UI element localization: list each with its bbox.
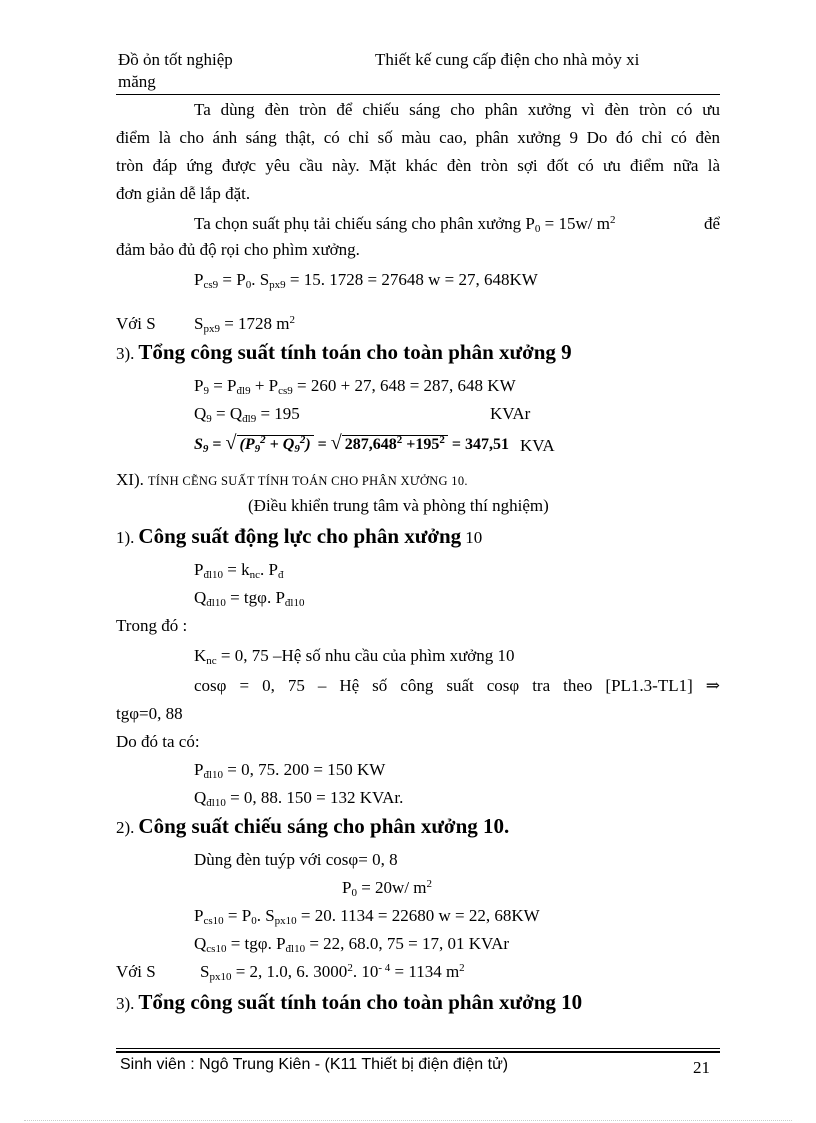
voi-s10: Với S [116, 962, 156, 981]
eq-pdl10: $P_{đl10} = k_{nc}$. $P_đ$ [194, 560, 284, 581]
voi-s9: Với S [116, 314, 156, 333]
eq-s9-unit: KVA [520, 436, 555, 455]
eq-p9: $P_9 = P_{đl9} + P_{cs9} = 260 + 27$, 648 = 287, 648 KW [194, 376, 516, 397]
eq-qdl10-val: $Q_{đl10} = 0$, 88. 150 = 132 KVAr. [194, 788, 404, 809]
tg-line: tgφ=0, 88 [116, 704, 183, 723]
dung-den: Dùng đèn tuýp với cosφ= 0, 8 [194, 850, 398, 869]
voi-s10-value: $S_{px10} = 2$, 1.0, 6. 3000$^2$. $10^{- 4} = 1134$ $m^2$ [200, 962, 465, 983]
footer-rule-1 [116, 1048, 720, 1049]
trong-do: Trong đó : [116, 616, 188, 635]
eq-qcs10: $Q_{cs10} = tg\varphi$. $P_{đl10} = 22$, 68.0, 75 = 17, 01 KVAr [194, 934, 510, 955]
header-left-wrap: măng [118, 72, 156, 91]
page-bottom-dotted [24, 1120, 792, 1121]
para1-line2: điểm là cho ánh sáng thật, có chỉ số màu cao, phân xưởng 9 Do đó chỉ có đèn [116, 128, 720, 147]
eq-s9: $S_9$ = √ $(P_9^2 + Q_9^2)$ = √ $287,648^2 +195^2 = 347,51$ [194, 432, 509, 455]
header-rule [116, 94, 720, 95]
knc-line: $K_{nc} = 0$, 75 –Hệ số nhu cầu của phìm xưởng 10 [194, 646, 515, 667]
header-left: Đồ ỏn tốt nghiệp [118, 50, 233, 69]
section-1-pxs10: 1). Công suất động lực cho phân xưởng 10 [116, 524, 483, 548]
section-xi-subtitle: (Điều khiển trung tâm và phòng thí nghiệm) [248, 496, 549, 515]
footer-rule-2 [116, 1051, 720, 1053]
eq-pdl10-val: $P_{đl10} = 0$, 75. 200 = 150 KW [194, 760, 386, 781]
page-number: 21 [693, 1058, 710, 1077]
p0-line: $P_0 = 20w/$ $m^2$ [342, 878, 433, 899]
para1-line4: đơn giản dễ lắp đặt. [116, 184, 251, 203]
para2-line2: đảm bảo đủ độ rọi cho phìm xưởng. [116, 240, 360, 259]
eq-q9: $Q_9 = Q_{đl9} = 195$ [194, 404, 300, 425]
eq-pcs9: $P_{cs9} = P_0$. $S_{px9} = 15$. 1728 = 27648 w = 27, 648KW [194, 270, 538, 291]
voi-s9-value: $S_{px9} = 1728$ $m^2$ [194, 314, 296, 335]
eq-pcs10: $P_{cs10} = P_0$. $S_{px10} = 20$. 1134 = 22680 w = 22, 68KW [194, 906, 540, 927]
header-right: Thiết kế cung cấp điện cho nhà mỏy xi [375, 50, 640, 69]
eq-q9-unit: KVAr [490, 404, 531, 423]
section-xi: XI). TÍNH CẼNG SUẤT TÍNH TOÁN CHO PHÂN XƯỞNG 10. [116, 470, 468, 489]
cos-line: cosφ = 0, 75 – Hệ số công suất cosφ tra theo [PL1.3-TL1] ⇒ [194, 676, 720, 695]
para2-line1: Ta chọn suất phụ tải chiếu sáng cho phân xưởng $P_0 = 15w/$ $m^2$ để [194, 214, 720, 235]
footer-text: Sinh viên : Ngô Trung Kiên - (K11 Thiết bị điện điện tử) [120, 1056, 509, 1073]
do-do: Do đó ta có: [116, 732, 200, 751]
section-2-pxs10: 2). Công suất chiếu sáng cho phân xưởng 10. [116, 814, 510, 838]
section-3-pxs9: 3). Tổng công suất tính toán cho toàn phân xưởng 9 [116, 340, 572, 364]
eq-qdl10: $Q_{đl10} = tg\varphi$. $P_{đl10}$ [194, 588, 305, 609]
section-3-pxs10: 3). Tổng công suất tính toán cho toàn phân xưởng 10 [116, 990, 583, 1014]
para1-line3: tròn đáp ứng được yêu cầu này. Mặt khác đèn tròn sợi đốt có ưu điểm nữa là [116, 156, 720, 175]
para1-line1: Ta dùng đèn tròn để chiếu sáng cho phân xưởng vì đèn tròn có ưu [194, 100, 720, 119]
